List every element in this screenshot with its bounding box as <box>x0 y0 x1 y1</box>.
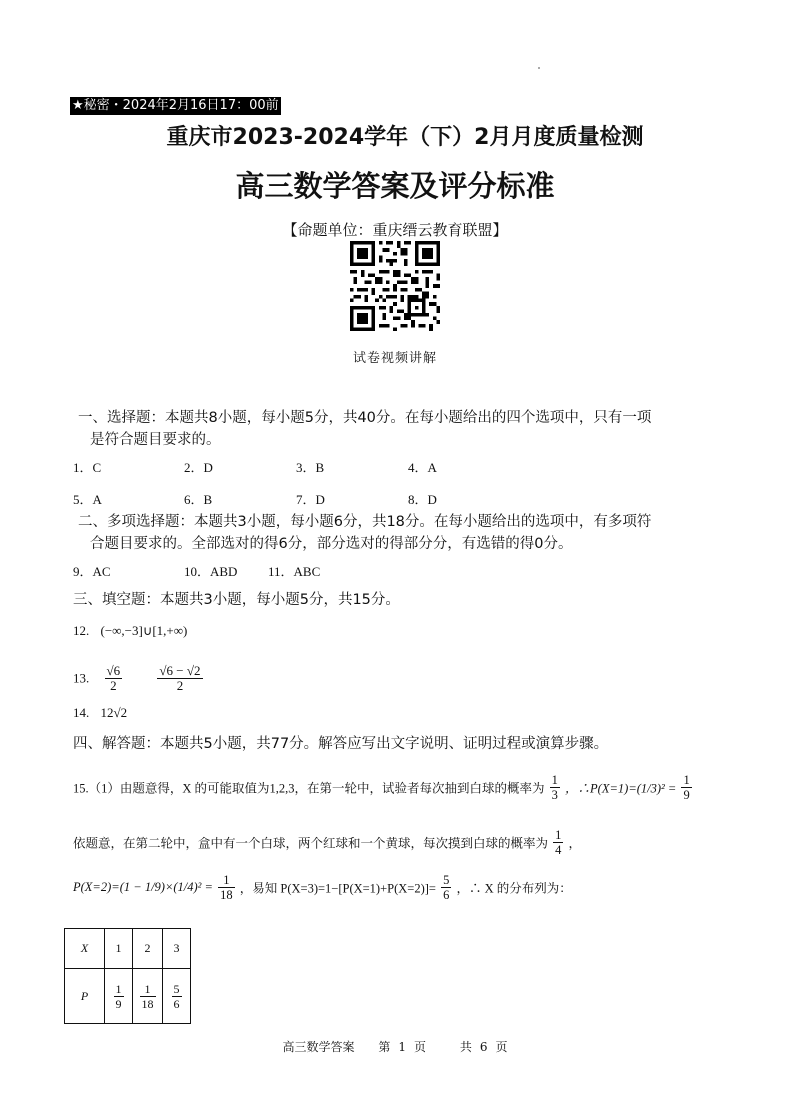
q15-line2 <box>73 828 581 857</box>
distribution-table <box>64 928 191 1024</box>
q13-answer-line <box>73 664 205 693</box>
fraction-denominator: 6 <box>443 888 450 902</box>
q13-a-denominator: 2 <box>105 678 123 693</box>
answer-item: 10．ABD <box>184 564 238 579</box>
answer-item: 7．D <box>296 492 325 507</box>
footer-page-suffix: 页 <box>413 1040 426 1054</box>
q13-a-numerator: √6 <box>106 663 121 678</box>
fraction-numerator: 1 <box>115 981 122 996</box>
qr-caption: 试卷视频讲解 <box>352 351 437 366</box>
prob-fraction <box>140 982 156 1011</box>
table-cell <box>105 969 133 1024</box>
q14-answer-line <box>73 705 127 721</box>
q15-prob-white-round2 <box>553 828 563 857</box>
q15-line2-tail: ， <box>568 836 582 851</box>
fraction-denominator: 3 <box>551 788 558 802</box>
fraction-numerator: 1 <box>223 873 230 887</box>
fraction-denominator: 9 <box>115 996 122 1011</box>
section3-heading: 三、填空题：本题共3小题，每小题5分，共15分。 <box>73 592 400 608</box>
scan-speck <box>538 67 540 69</box>
q15-line3-tail: ，∴ X 的分布列为： <box>456 881 572 896</box>
q13-label: 13. <box>73 670 90 686</box>
footer-doc-name: 高三数学答案 <box>282 1040 355 1054</box>
table-cell: 1 <box>105 929 133 969</box>
fraction-numerator: 1 <box>683 773 690 787</box>
footer-total-suffix: 页 <box>495 1040 508 1054</box>
answer-item: 3．B <box>296 460 325 475</box>
q15-prob-white-round1 <box>550 773 560 802</box>
table-row <box>65 969 191 1024</box>
answer-item: 1．C <box>73 460 102 475</box>
footer-total-prefix: 共 <box>459 1040 472 1054</box>
prob-fraction <box>172 982 182 1011</box>
page-footer <box>0 1038 790 1055</box>
q15-line1-text: 15.（1）由题意得，X 的可能取值为1,2,3，在第一轮中，试验者每次抽到白球的概率为 <box>73 781 545 796</box>
fraction-numerator: 1 <box>144 981 151 996</box>
table-cell <box>133 969 163 1024</box>
answer-item: 8．D <box>408 492 437 507</box>
fraction-numerator: 1 <box>555 828 562 842</box>
answer-item: 11．ABC <box>268 564 321 579</box>
q14-label: 14. <box>73 705 90 720</box>
q15-line3 <box>73 873 572 902</box>
fraction-numerator: 1 <box>551 773 558 787</box>
prob-fraction <box>114 982 124 1011</box>
section1-heading-line2: 是符合题目要求的。 <box>90 432 221 448</box>
table-cell: 3 <box>163 929 191 969</box>
footer-page-prefix: 第 <box>378 1040 391 1054</box>
answer-item: 9．AC <box>73 564 111 579</box>
table-cell: 2 <box>133 929 163 969</box>
q15-p-x3 <box>441 873 451 902</box>
q12-answer-line <box>73 623 187 639</box>
fraction-denominator: 4 <box>555 843 562 857</box>
fraction-denominator: 9 <box>683 788 690 802</box>
fraction-denominator: 6 <box>173 996 180 1011</box>
q15-line1-tail: ，∴P(X=1)=(1/3)² = <box>565 781 680 796</box>
q13-answer-b <box>157 664 202 693</box>
table-row <box>65 929 191 969</box>
author-unit: 【命题单位：重庆缙云教育联盟】 <box>282 221 508 239</box>
q15-p-x2 <box>218 873 235 902</box>
q13-b-numerator: √6 − √2 <box>159 663 201 678</box>
q14-answer: 12√2 <box>100 705 128 720</box>
fraction-numerator: 5 <box>173 981 180 996</box>
answer-item: 6．B <box>184 492 213 507</box>
fraction-denominator: 18 <box>220 888 233 902</box>
table-cell <box>163 969 191 1024</box>
q15-line2-text: 依题意，在第二轮中，盒中有一个白球，两个红球和一个黄球，每次摸到白球的概率为 <box>73 836 549 851</box>
table-header-x: X <box>65 929 105 969</box>
fraction-denominator: 18 <box>141 996 154 1011</box>
org-title: 重庆市2023-2024学年（下）2月月度质量检测 <box>166 125 644 150</box>
fraction-numerator: 5 <box>443 873 450 887</box>
answer-item: 5．A <box>73 492 102 507</box>
q13-b-denominator: 2 <box>157 678 202 693</box>
q15-p-x1 <box>681 773 691 802</box>
secret-label: ★秘密・2024年2月16日17：00前 <box>72 98 279 113</box>
q15-line3-head: P(X=2)=(1 − 1/9)×(1/4)² = <box>73 880 213 894</box>
footer-total-num: 6 <box>479 1040 488 1054</box>
section4-heading: 四、解答题：本题共5小题，共77分。解答应写出文字说明、证明过程或演算步骤。 <box>73 736 609 752</box>
answer-item: 4．A <box>408 460 437 475</box>
q15-line3-mid: ，易知 P(X=3)=1−[P(X=1)+P(X=2)]= <box>239 881 436 896</box>
q15-line1 <box>73 773 694 802</box>
answer-item: 2．D <box>184 460 213 475</box>
q12-label: 12. <box>73 623 90 638</box>
qr-code-icon[interactable] <box>350 241 440 331</box>
q13-answer-a <box>105 664 123 693</box>
section1-heading-line1: 一、选择题：本题共8小题，每小题5分，共40分。在每小题给出的四个选项中，只有一项 <box>78 410 652 426</box>
section2-heading-line2: 合题目要求的。全部选对的得6分，部分选对的得部分分，有选错的得0分。 <box>90 536 573 552</box>
q12-answer: (−∞,−3]∪[1,+∞) <box>100 623 188 638</box>
main-title: 高三数学答案及评分标准 <box>235 169 555 203</box>
table-header-p: P <box>65 969 105 1024</box>
section2-heading-line1: 二、多项选择题：本题共3小题，每小题6分，共18分。在每小题给出的选项中，有多项符 <box>78 514 652 530</box>
footer-page-num: 1 <box>398 1040 406 1054</box>
